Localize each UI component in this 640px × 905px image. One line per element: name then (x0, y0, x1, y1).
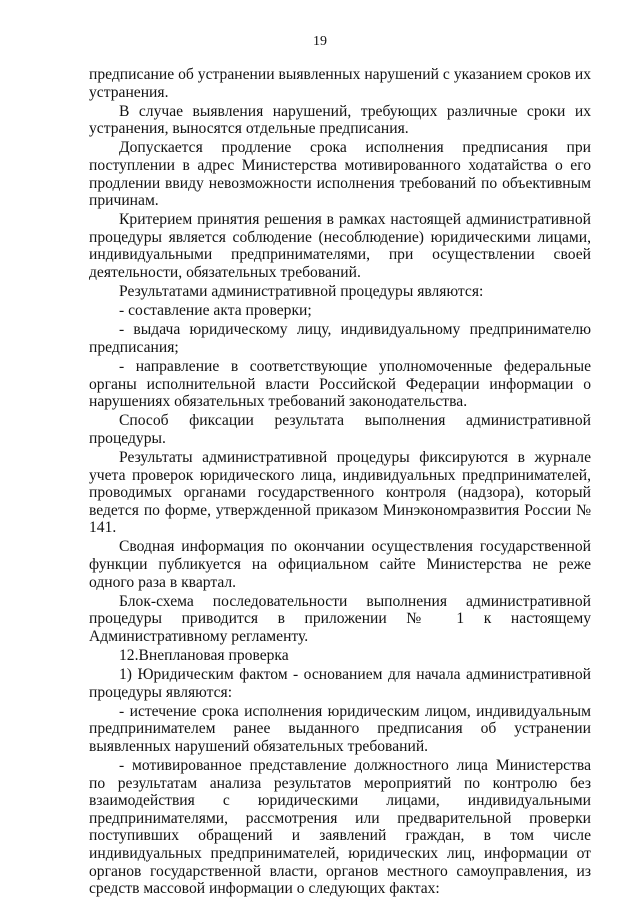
paragraph: Результатами административной процедуры являются: (119, 283, 484, 301)
paragraph: В случае выявления нарушений, требующих различные сроки их устранения, выносятся отдельные предписания. (89, 102, 591, 138)
paragraph: Критерием принятия решения в рамках настоящей административной процедуры является соблюдение (несоблюдение) юридическими лицами, индивидуальными предпринимателями, при осуществлении своей деятельности, обязательных требований. (89, 211, 591, 282)
page-number: 19 (313, 34, 327, 49)
paragraph: - истечение срока исполнения юридическим лицом, индивидуальным предпринимателем ранее выданного предписания об устранении выявленных нарушений обязательных требований. (89, 702, 591, 755)
paragraph: Способ фиксации результата выполнения административной процедуры. (89, 412, 591, 447)
paragraph: предписание об устранении выявленных нарушений с указанием сроков их устранения. (89, 66, 591, 101)
paragraph: - составление акта проверки; (119, 302, 312, 320)
paragraph: Сводная информация по окончании осуществления государственной функции публикуется на официальном сайте Министерства не реже одного раза в квартал. (89, 538, 591, 591)
paragraph: 1) Юридическим фактом - основанием для начала административной процедуры являются: (89, 666, 591, 701)
paragraph: Результаты административной процедуры фиксируются в журнале учета проверок юридического лица, индивидуальных предпринимателей, проводимых органами государственного контроля (надзора), который ведется по форме, утвержденной приказом Минэкономразвития России № 141. (89, 448, 591, 537)
paragraph: 12.Внеплановая проверка (119, 647, 289, 664)
paragraph: - мотивированное представление должностного лица Министерства по результатам анализа результатов мероприятий по контролю без взаимодействия с юридическими лицами, индивидуальными предпринимателями, рассмотрения или предварительной проверки поступивших обращений и заявлений граждан, в том числе индивидуальных предпринимателей, юридических лиц, информации от органов государственной власти, органов местного самоуправления, из средств массовой информации о следующих фактах: (89, 757, 591, 898)
paragraph: Блок-схема последовательности выполнения административной процедуры приводится в приложении № 1 к настоящему Административному регламенту. (89, 592, 591, 645)
paragraph: - выдача юридическому лицу, индивидуальному предпринимателю предписания; (89, 321, 591, 356)
paragraph: - направление в соответствующие уполномоченные федеральные органы исполнительной власти Российской Федерации информации о нарушениях обязательных требований законодательства. (89, 358, 591, 411)
paragraph: Допускается продление срока исполнения предписания при поступлении в адрес Министерства мотивированного ходатайства о его продлении ввиду невозможности исполнения требований по объективным причинам. (89, 139, 591, 210)
document-body (89, 66, 591, 899)
